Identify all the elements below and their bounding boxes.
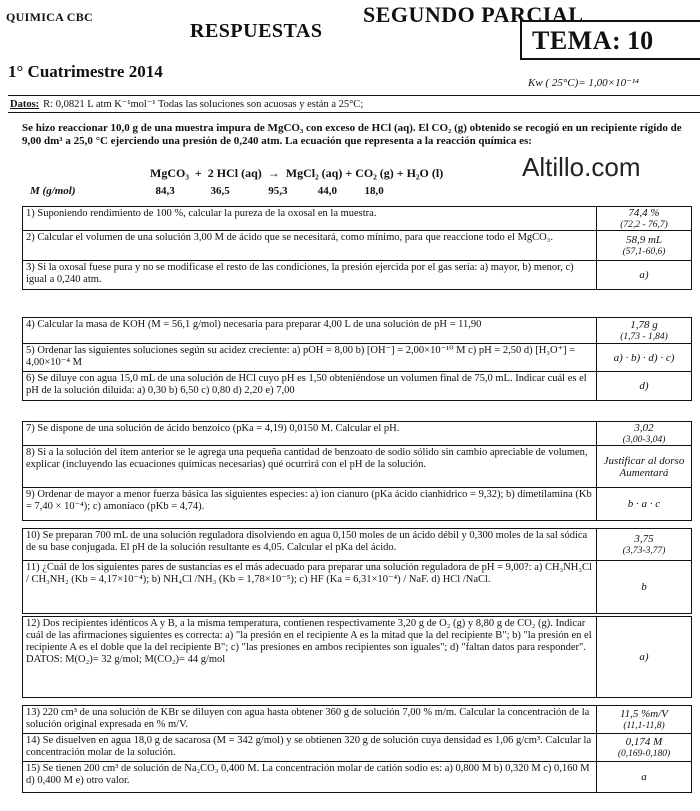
- question-row-3: [23, 261, 691, 289]
- answer-cell: [597, 422, 691, 445]
- answer-value: 74,4 %: [628, 206, 660, 219]
- question-text: 4) Calcular la masa de KOH (M = 56,1 g/mol) necesaria para preparar 4,00 L de una solución de pH = 11,90: [23, 318, 597, 343]
- answer-cell: [597, 318, 691, 343]
- answer-cell: [597, 529, 691, 560]
- question-text: 11) ¿Cuál de los siguientes pares de sustancias es el más adecuado para preparar una solución reguladora de pH = 9,00?: a) CH₃NH₃Cl / CH₃NH₂ (Kb = 4,17×10⁻⁴); b) NH₄Cl /NH₃ (Kb = 1,78×10⁻⁵); c) HF (Ka = 6,31×10⁻⁴) / NaF. d) HCl /NaCl.: [23, 561, 597, 613]
- question-row-14: [23, 734, 691, 762]
- semester: 1° Cuatrimestre 2014: [8, 62, 163, 81]
- question-table-4: [22, 528, 692, 614]
- question-row-12: [23, 617, 691, 697]
- question-row-2: [23, 231, 691, 261]
- tema-box: [520, 20, 700, 60]
- answer-range: (72,2 - 76,7): [620, 219, 668, 230]
- answer-value: a: [641, 771, 647, 783]
- answer-value: 3,75: [634, 532, 654, 545]
- question-table-1: [22, 206, 692, 290]
- answer-value: 0,174 M: [625, 735, 663, 748]
- question-row-8: [23, 446, 691, 488]
- answer-range: (0,169-0,180): [617, 748, 671, 759]
- answer-range: (3,00-3,04): [622, 434, 666, 445]
- question-text: 1) Suponiendo rendimiento de 100 %, calcular la pureza de la oxosal en la muestra.: [23, 207, 597, 230]
- question-row-5: [23, 344, 691, 372]
- answer-value: a): [639, 269, 649, 281]
- answer-cell: [597, 261, 691, 289]
- question-text: 10) Se preparan 700 mL de una solución reguladora disolviendo en agua 0,150 moles de un ácido débil y 0,300 moles de la sal sódica de su base conjugada. El pH de la solución resultante es 4,05. Calcular el pKa del ácido.: [23, 529, 597, 560]
- question-row-10: [23, 529, 691, 561]
- answer-cell: [597, 207, 691, 230]
- question-text: 6) Se diluye con agua 15,0 mL de una solución de HCl cuyo pH es 1,50 obteniéndose un volumen final de 75,0 mL. Indicar cuál es el pH de la solución diluida: a) 0,30 b) 6,50 c) 0,80 d) 2,20 e) 7,00: [23, 372, 597, 400]
- kw-constant: Kw ( 25°C)= 1,00×10⁻¹⁴: [528, 77, 640, 89]
- question-text: 9) Ordenar de mayor a menor fuerza básica las siguientes especies: a) ion cianuro (pKa ácido cianhídrico = 9,32); b) dimetilamina (Kb = 7,40 × 10⁻⁴); c) amoníaco (pKb = 4,74).: [23, 488, 597, 520]
- answer-cell: [597, 231, 691, 260]
- answer-cell: [597, 446, 691, 487]
- answer-value: a): [639, 651, 649, 663]
- question-row-4: [23, 318, 691, 344]
- question-row-9: [23, 488, 691, 520]
- data-text: R: 0,0821 L atm K⁻¹mol⁻¹ Todas las soluciones son acuosas y están a 25°C;: [43, 99, 364, 110]
- answer-cell: [597, 561, 691, 613]
- answer-range: (11,1-11,8): [623, 720, 665, 731]
- answer-cell: [597, 706, 691, 733]
- question-text: 5) Ordenar las siguientes soluciones según su acidez creciente: a) pOH = 8,00 b) [OH⁻] = 2,00×10⁻¹⁰ M c) pH = 2,50 d) [H₃O⁺] = 4,00×10⁻⁴ M: [23, 344, 597, 371]
- question-text: 8) Si a la solución del ítem anterior se le agrega una pequeña cantidad de benzoato de sodio sólido sin cambio apreciable de volumen, explicar (incluyendo las ecuaciones químicas necesarias) qué ocurrirá con el pH de la solución.: [23, 446, 597, 487]
- answer-range: (57,1-60,6): [622, 246, 666, 257]
- answer-value: a) · b) · d) · c): [613, 351, 675, 364]
- answer-value: 11,5 %m/V: [619, 707, 669, 720]
- question-table-5: [22, 616, 692, 698]
- answer-cell: [597, 762, 691, 792]
- question-row-15: [23, 762, 691, 792]
- answers-title: RESPUESTAS: [190, 20, 323, 42]
- question-table-6: [22, 705, 692, 793]
- tema-label: TEMA:: [532, 26, 622, 55]
- watermark: Altillo.com: [522, 152, 641, 182]
- answer-cell: [597, 488, 691, 520]
- answer-cell: [597, 617, 691, 697]
- question-text: 3) Si la oxosal fuese pura y no se modificase el resto de las condiciones, la presión ejercida por el gas sería: a) mayor, b) menor, c) igual a 0,240 atm.: [23, 261, 597, 289]
- answer-value: 58,9 mL: [625, 233, 663, 246]
- chemical-equation: MgCO₃ + 2 HCl (aq) → MgCl₂ (aq) + CO₂ (g) + H₂O (l): [150, 166, 444, 180]
- answer-value: Justificar al dorso Aumentará: [603, 454, 685, 479]
- data-line: [8, 95, 700, 113]
- question-text: 12) Dos recipientes idénticos A y B, a la misma temperatura, contienen respectivamente 3,20 g de O₂ (g) y 8,80 g de CO₂ (g). Indicar cuál de las afirmaciones siguientes es correcta: a) "la presión en el recipiente A es la mitad que la del recipiente B"; b) "la presión en el recipiente A es el doble que la del recipiente B"; c) "las presiones en ambos recipientes son iguales"; d) "faltan datos para responder". DATOS: M(O₂)= 32 g/mol; M(CO₂)= 44 g/mol: [23, 617, 597, 697]
- answer-cell: [597, 734, 691, 761]
- question-row-1: [23, 207, 691, 231]
- question-row-7: [23, 422, 691, 446]
- molar-mass-label: M (g/mol): [30, 185, 76, 197]
- question-text: 2) Calcular el volumen de una solución 3,00 M de ácido que se necesitará, como mínimo, para que reaccione todo el MgCO₃.: [23, 231, 597, 260]
- question-text: 13) 220 cm³ de una solución de KBr se diluyen con agua hasta obtener 360 g de solución 7,00 % m/m. Calcular la concentración de la solución original expresada en % m/V.: [23, 706, 597, 733]
- exam-title: SEGUNDO PARCIAL: [363, 2, 584, 27]
- question-row-11: [23, 561, 691, 613]
- course-name: QUIMICA CBC: [6, 10, 93, 24]
- answer-cell: [597, 344, 691, 371]
- answer-cell: [597, 372, 691, 400]
- question-text: 15) Se tienen 200 cm³ de solución de Na₂CO₃ 0,400 M. La concentración molar de catión sodio es: a) 0,800 M b) 0,320 M c) 0,160 M d) 0,400 M e) otro valor.: [23, 762, 597, 792]
- answer-value: d): [639, 380, 649, 392]
- answer-range: (3,73-3,77): [622, 545, 666, 556]
- answer-value: b: [641, 581, 647, 593]
- question-row-6: [23, 372, 691, 400]
- tema-value: 10: [627, 26, 654, 55]
- question-text: 7) Se dispone de una solución de ácido benzoico (pKa = 4,19) 0,0150 M. Calcular el pH.: [23, 422, 597, 445]
- question-table-2: [22, 317, 692, 401]
- answer-value: b · a · c: [627, 498, 661, 510]
- data-label: Datos:: [10, 99, 40, 110]
- molar-mass-values: 84,3 36,5 95,3 44,0 18,0: [150, 185, 384, 197]
- answer-range: (1,73 - 1,84): [620, 331, 668, 342]
- answer-value: 1,78 g: [630, 318, 658, 331]
- question-row-13: [23, 706, 691, 734]
- problem-statement: Se hizo reaccionar 10,0 g de una muestra impura de MgCO₃ con exceso de HCl (aq). El CO₂ (g) obtenido se recogió en un recipiente rígido de 9,00 dm³ a 25,0 °C ejerciendo una presión de 0,240 atm. La ecuación que representa a la reacción química es:: [22, 122, 682, 147]
- question-text: 14) Se disuelven en agua 18,0 g de sacarosa (M = 342 g/mol) y se obtienen 320 g de solución cuya densidad es 1,06 g/cm³. Calcular la concentración molar de la solución.: [23, 734, 597, 761]
- answer-value: 3,02: [634, 421, 654, 434]
- question-table-3: [22, 421, 692, 521]
